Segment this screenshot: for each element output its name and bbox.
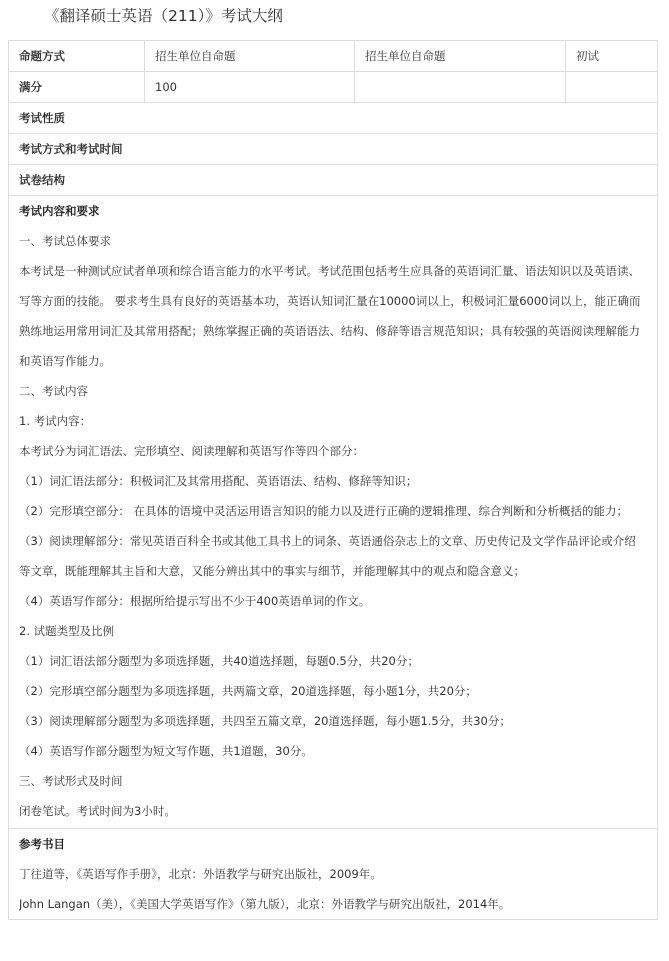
content-item-writing: （4）英语写作部分：根据所给提示写出不少于400英语单词的作文。 <box>19 594 371 608</box>
reference-item-1: 丁往道等，《英语写作手册》，北京：外语教学与研究出版社，2009年。 <box>19 867 382 881</box>
cell-empty-2 <box>566 72 658 103</box>
content-heading-format: 三、考试形式及时间 <box>19 774 123 788</box>
table-row-content-requirements <box>9 196 658 829</box>
content-item-cloze: （2）完形填空部分： 在具体的语境中灵活运用语言知识的能力以及进行正确的逻辑推理、综合判断和分析概括的能力； <box>19 504 628 518</box>
cell-proposition-label: 命题方式 <box>9 41 145 72</box>
content-heading-general: 一、考试总体要求 <box>19 234 111 248</box>
cell-full-score-label: 满分 <box>9 72 145 103</box>
content-item-reading: （3）阅读理解部分：常见英语百科全书或其他工具书上的词条、英语通俗杂志上的文章、历史传记及文学作品评论或介绍等文章，既能理解其主旨和大意，又能分辨出其中的事实与细节，并能理解其中的观点和隐含意义； <box>19 534 636 578</box>
table-row-references <box>9 829 658 920</box>
section-references-heading: 参考书目 <box>19 837 65 851</box>
content-item-vocabulary: （1）词汇语法部分：积极词汇及其常用搭配、英语语法、结构、修辞等知识； <box>19 474 418 488</box>
table-row-full-score <box>9 72 658 103</box>
cell-proposition-value-1: 招生单位自命题 <box>145 41 355 72</box>
cell-proposition-value-2: 招生单位自命题 <box>355 41 566 72</box>
content-subheading-types: 2. 试题类型及比例 <box>19 624 115 638</box>
page-title: 《翻译硕士英语（211）》考试大纲 <box>44 7 283 25</box>
reference-item-2: John Langan（美），《美国大学英语写作》（第九版），北京：外语教学与研究出版社，2014年。 <box>19 897 511 911</box>
content-paragraph-general: 本考试是一种测试应试者单项和综合语言能力的水平考试。考试范围包括考生应具备的英语词汇量、语法知识以及英语读、写等方面的技能。 要求考生具有良好的英语基本功，英语认知词汇量在10000词以上，积极词汇量6000词以上，能正确而熟练地运用常用词汇及其常用搭配；熟练掌握正确的英语语法、结构、修辞等语言规范知识；具有较强的英语阅读理解能力和英语写作能力。 <box>19 264 641 368</box>
cell-empty-1 <box>355 72 566 103</box>
section-nature-heading: 考试性质 <box>9 103 658 134</box>
content-paragraph-parts: 本考试分为词汇语法、完形填空、阅读理解和英语写作等四个部分： <box>19 444 364 458</box>
content-subheading-scope: 1. 考试内容： <box>19 414 92 428</box>
section-content-heading: 考试内容和要求 <box>19 204 100 218</box>
content-type-reading: （3）阅读理解部分题型为多项选择题，共四至五篇文章，20道选择题，每小题1.5分，共30分； <box>19 714 511 728</box>
content-type-cloze: （2）完形填空部分题型为多项选择题，共两篇文章，20道选择题，每小题1分，共20分； <box>19 684 477 698</box>
content-paragraph-format: 闭卷笔试。考试时间为3小时。 <box>19 804 176 818</box>
table-row-proposition <box>9 41 658 72</box>
cell-exam-stage: 初试 <box>566 41 658 72</box>
table-row-nature <box>9 103 658 134</box>
section-content-requirements <box>9 196 658 829</box>
section-method-time-heading: 考试方式和考试时间 <box>9 134 658 165</box>
content-type-vocabulary: （1）词汇语法部分题型为多项选择题，共40道选择题，每题0.5分，共20分； <box>19 654 419 668</box>
section-structure-heading: 试卷结构 <box>9 165 658 196</box>
content-type-writing: （4）英语写作部分题型为短文写作题，共1道题，30分。 <box>19 744 313 758</box>
table-row-method-time <box>9 134 658 165</box>
cell-full-score-value: 100 <box>145 72 355 103</box>
table-row-structure <box>9 165 658 196</box>
exam-outline-table <box>8 40 658 920</box>
content-heading-scope: 二、考试内容 <box>19 384 88 398</box>
section-references <box>9 829 658 920</box>
